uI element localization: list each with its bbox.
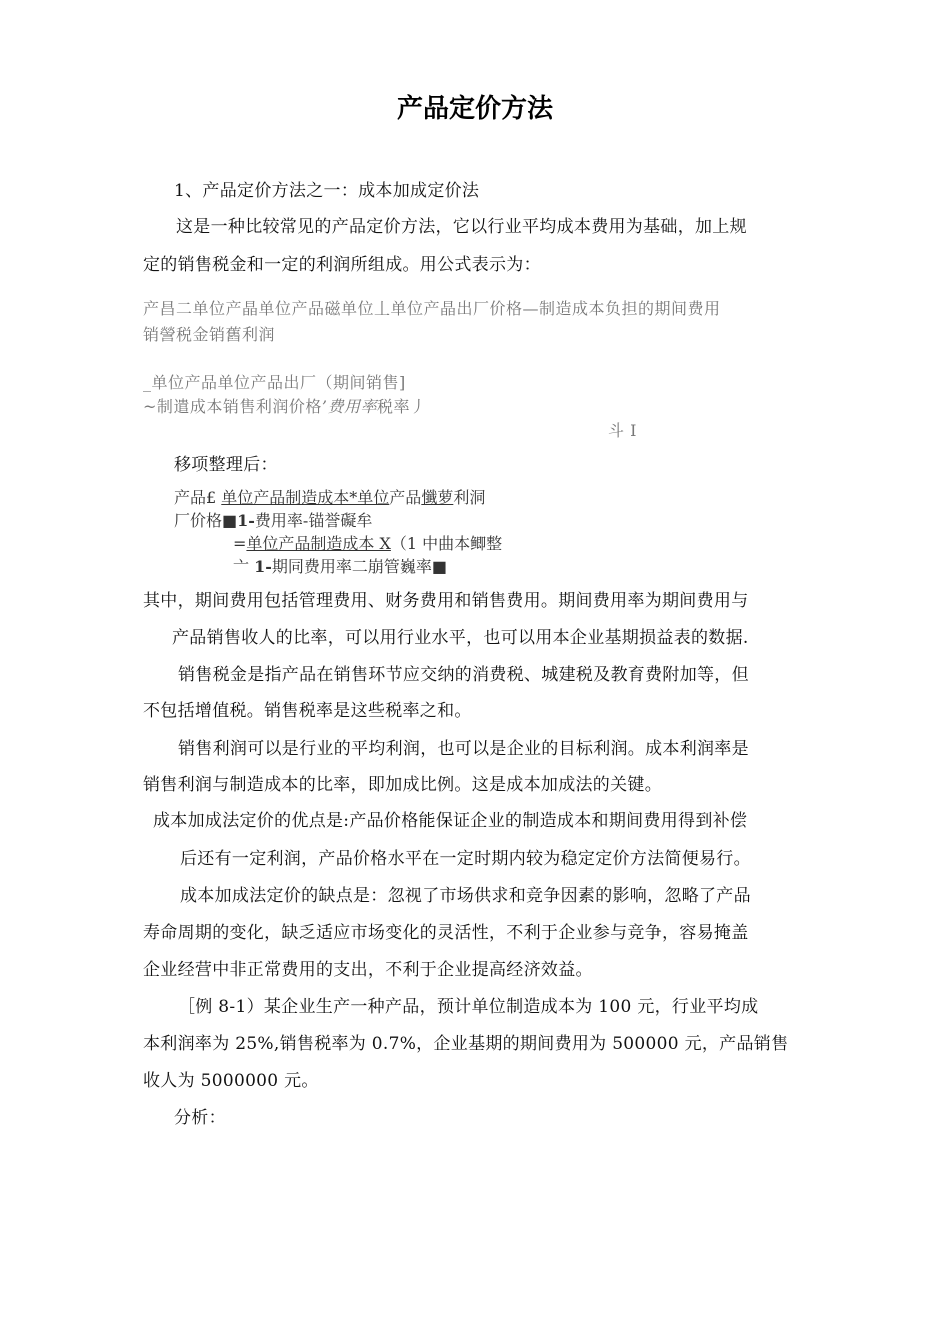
intro-line-1: 这是一种比较常见的产品定价方法，它以行业平均成本费用为基础，加上规 (176, 217, 747, 237)
after-label: 移项整理后： (174, 455, 278, 475)
formula-2-right-mark: 斗 I (608, 421, 637, 440)
period-cost-line-1: 其中，期间费用包括管理费用、财务费用和销售费用。期间费用率为期间费用与 (143, 591, 749, 611)
sales-tax-line-2: 不包括增值税。销售税率是这些税率之和。 (143, 701, 472, 721)
example-line-3: 收人为 5000000 元。 (143, 1071, 319, 1091)
formula-1-line-2: 销謍税金销舊利润 (143, 325, 276, 344)
intro-line-2: 定的销售税金和一定的利润所组成。用公式表示为： (143, 255, 541, 275)
formula-2-line-1: _单位产品单位产品出厂（期间销售] (143, 373, 406, 392)
formula-3-line-1: 产品£ 单位产品制造成本*单位产品懺萝利洞 (174, 488, 486, 507)
disadvantages-line-3: 企业经营中非正常费用的支出，不利于企业提高经济效益。 (143, 960, 593, 980)
example-line-2: 本利润率为 25%,销售税率为 0.7%，企业基期的期间费用为 500000 元，产品销售 (143, 1034, 789, 1054)
disadvantages-line-2: 寿命周期的变化，缺乏适应市场变化的灵活性，不利于企业参与竞争，容易掩盖 (143, 923, 749, 943)
formula-2-line-2: ~制遣成本销售利润价格’费用率税率丿 (143, 397, 427, 416)
formula-3-line-2: 厂价格■1-费用率-锚誉礙牟 (174, 511, 373, 530)
analysis-label: 分析： (174, 1108, 226, 1128)
section-heading: 1、产品定价方法之一：成本加成定价法 (174, 181, 480, 201)
disadvantages-line-1: 成本加成法定价的缺点是：忽视了市场供求和竞争因素的影响，忽略了产品 (180, 886, 751, 906)
page-title: 产品定价方法 (396, 94, 553, 124)
sales-profit-line-1: 销售利润可以是行业的平均利润，也可以是企业的目标利润。成本利润率是 (178, 739, 749, 759)
formula-1-line-1: 产昌二单位产晶单位产品磁单位丄单位产晶出厂价格—制造成本负担的期间费用 (143, 299, 721, 318)
advantages-line-2: 后还有一定利润，产品价格水平在一定时期内较为稳定定价方法简便易行。 (180, 849, 751, 869)
sales-tax-line-1: 销售税金是指产品在销售环节应交纳的消费税、城建税及教育费附加等，但 (178, 665, 749, 685)
formula-3-line-3: =单位产品制造成本 X（1 中曲本鲫整 (233, 534, 503, 553)
example-line-1: ［例 8-1）某企业生产一种产品，预计单位制造成本为 100 元，行业平均成 (178, 997, 759, 1017)
period-cost-line-2: 产品销售收人的比率，可以用行业水平，也可以用本企业基期损益表的数据. (172, 628, 749, 648)
advantages-line-1: 成本加成法定价的优点是:产品价格能保证企业的制造成本和期间费用得到补偿 (153, 811, 748, 831)
formula-3-line-4: 亠 1-期同费用率二崩管巍率■ (233, 557, 447, 576)
sales-profit-line-2: 销售利润与制造成本的比率，即加成比例。这是成本加成法的关键。 (143, 775, 662, 795)
